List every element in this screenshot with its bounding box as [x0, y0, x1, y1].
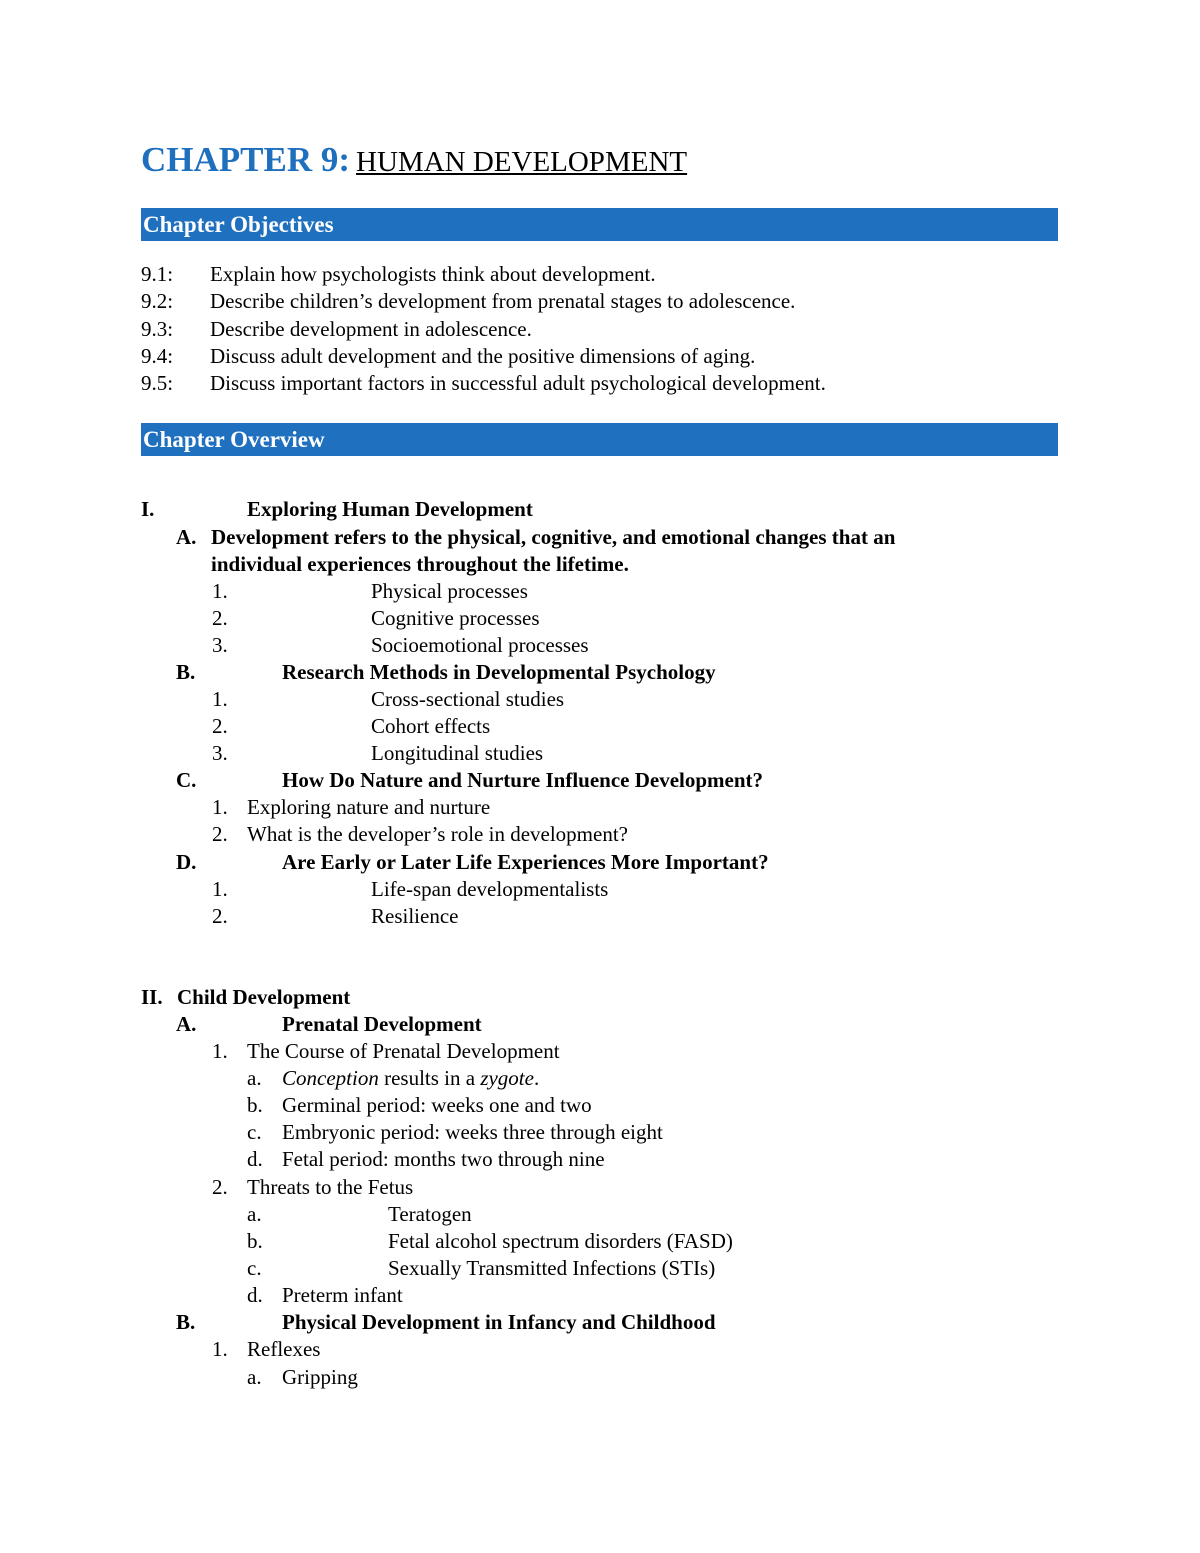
item-num: 1. [212, 877, 228, 901]
subsection-num: C. [176, 768, 197, 792]
item-text: Threats to the Fetus [247, 1175, 414, 1199]
item-text: What is the developer’s role in development? [247, 822, 628, 846]
subitem-text: Teratogen [388, 1202, 472, 1226]
subitem-text: Fetal alcohol spectrum disorders (FASD) [388, 1229, 733, 1253]
item-text: Exploring nature and nurture [247, 795, 491, 819]
objective-text: Explain how psychologists think about development. [210, 262, 656, 286]
subsection-num: A. [176, 1012, 197, 1036]
objective-text: Describe development in adolescence. [210, 317, 532, 341]
subsection-text: individual experiences throughout the lifetime. [211, 552, 629, 576]
subitem-text: Fetal period: months two through nine [282, 1147, 605, 1171]
item-text: The Course of Prenatal Development [247, 1039, 560, 1063]
zygote-term: zygote [480, 1066, 534, 1090]
item-text: Cognitive processes [371, 606, 540, 630]
item-num: 1. [212, 687, 228, 711]
subitem-num: b. [247, 1229, 263, 1253]
item-text: Physical processes [371, 579, 528, 603]
subsection-text: Development refers to the physical, cognitive, and emotional changes that an [211, 525, 896, 549]
subsection-title: Physical Development in Infancy and Childhood [282, 1310, 716, 1334]
item-num: 2. [212, 1175, 228, 1199]
section-num: II. [141, 985, 163, 1009]
objective-text: Discuss important factors in successful adult psychological development. [210, 371, 826, 395]
subitem-text: Preterm infant [282, 1283, 403, 1307]
subsection-num: B. [176, 1310, 196, 1334]
subitem-text: Conception results in a zygote. [282, 1066, 540, 1090]
item-text: Reflexes [247, 1337, 321, 1361]
subsection-title: How Do Nature and Nurture Influence Development? [282, 768, 764, 792]
item-num: 2. [212, 714, 228, 738]
item-num: 2. [212, 904, 228, 928]
subsection-num: B. [176, 660, 196, 684]
item-text: Life-span developmentalists [371, 877, 609, 901]
objective-text: Describe children’s development from prenatal stages to adolescence. [210, 289, 796, 313]
item-num: 1. [212, 795, 228, 819]
objective-text: Discuss adult development and the positive dimensions of aging. [210, 344, 756, 368]
subitem-text: Gripping [282, 1365, 358, 1389]
subitem-num: c. [247, 1256, 262, 1280]
chapter-label: CHAPTER 9: [141, 140, 351, 179]
conception-term: Conception [282, 1066, 379, 1090]
item-text: Longitudinal studies [371, 741, 544, 765]
item-text: Resilience [371, 904, 459, 928]
overview-heading: Chapter Overview [141, 423, 1058, 456]
objective-num: 9.5: [141, 371, 174, 395]
objective-num: 9.1: [141, 262, 174, 286]
item-num: 3. [212, 741, 228, 765]
subitem-text: Embryonic period: weeks three through eight [282, 1120, 663, 1144]
chapter-subtitle: HUMAN DEVELOPMENT [356, 146, 688, 178]
item-text: Cohort effects [371, 714, 491, 738]
section-num: I. [141, 497, 155, 521]
objectives-heading: Chapter Objectives [141, 208, 1058, 241]
item-num: 3. [212, 633, 228, 657]
objective-num: 9.3: [141, 317, 174, 341]
section-title: Child Development [177, 985, 351, 1009]
subsection-title: Are Early or Later Life Experiences More Important? [282, 850, 769, 874]
subsection-num: A. [176, 525, 197, 549]
subitem-num: d. [247, 1147, 263, 1171]
section-title: Exploring Human Development [247, 497, 533, 521]
item-num: 1. [212, 1039, 228, 1063]
subitem-num: d. [247, 1283, 263, 1307]
item-num: 1. [212, 1337, 228, 1361]
subitem-text: Sexually Transmitted Infections (STIs) [388, 1256, 716, 1280]
subitem-num: a. [247, 1365, 262, 1389]
subitem-num: c. [247, 1120, 262, 1144]
subitem-num: b. [247, 1093, 263, 1117]
item-num: 2. [212, 822, 228, 846]
subitem-num: a. [247, 1202, 262, 1226]
item-num: 1. [212, 579, 228, 603]
item-num: 2. [212, 606, 228, 630]
item-text: Cross-sectional studies [371, 687, 565, 711]
subitem-num: a. [247, 1066, 262, 1090]
subsection-num: D. [176, 850, 197, 874]
item-text: Socioemotional processes [371, 633, 589, 657]
objective-num: 9.2: [141, 289, 174, 313]
subitem-text: Germinal period: weeks one and two [282, 1093, 592, 1117]
objective-num: 9.4: [141, 344, 174, 368]
chapter-title [141, 140, 687, 180]
subsection-title: Prenatal Development [282, 1012, 482, 1036]
subsection-title: Research Methods in Developmental Psychology [282, 660, 716, 684]
